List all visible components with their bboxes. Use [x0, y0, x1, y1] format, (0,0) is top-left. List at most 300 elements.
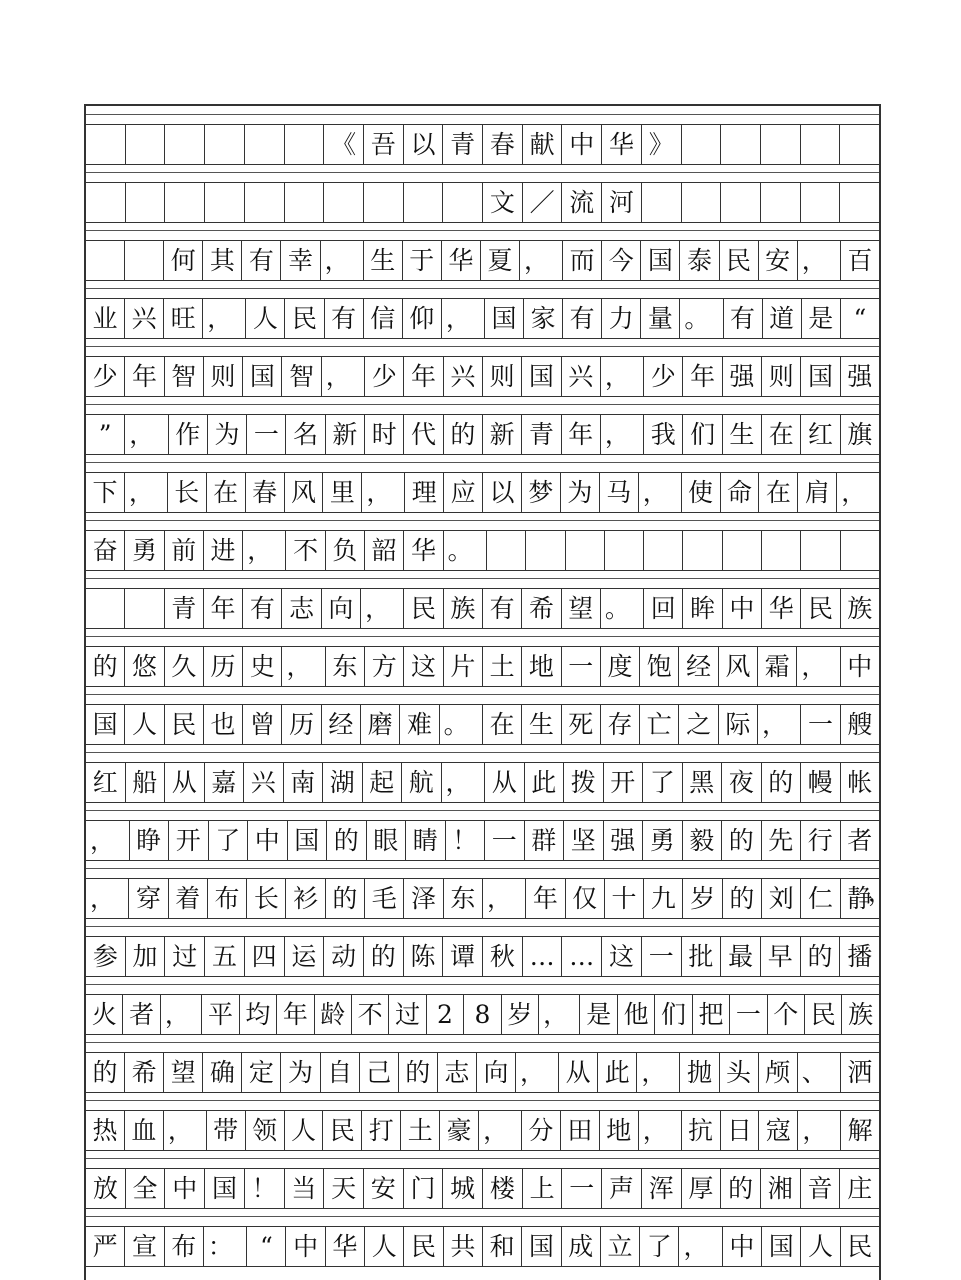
- grid-cell: [683, 530, 722, 570]
- grid-cell: 这: [602, 936, 642, 976]
- grid-cell: [324, 182, 364, 222]
- grid-cell: [245, 124, 285, 164]
- grid-cell: 血: [125, 1110, 164, 1150]
- grid-cell: 湖: [323, 762, 363, 802]
- grid-cell: 量: [641, 298, 680, 338]
- grid-cell: 年: [562, 414, 601, 454]
- grid-cell: 一: [247, 414, 286, 454]
- grid-cell: 布: [208, 878, 247, 918]
- grid-cell: 火: [86, 994, 123, 1034]
- grid-cell: ！: [245, 1168, 285, 1208]
- grid-cell: 为: [561, 472, 600, 512]
- spacer-line: [86, 404, 879, 405]
- row-spacer: [86, 222, 879, 241]
- grid-cell: 从: [485, 762, 525, 802]
- grid-cell: 韶: [365, 530, 404, 570]
- grid-cell: 代: [404, 414, 443, 454]
- grid-cell: 己: [360, 1052, 399, 1092]
- grid-cell: 、: [798, 1052, 841, 1092]
- row-spacer: [86, 164, 879, 183]
- grid-cell: 年: [683, 356, 722, 396]
- byline-row: [86, 164, 879, 222]
- grid-cell: ，: [322, 356, 365, 396]
- grid-cell: 泰: [680, 240, 719, 280]
- grid-cell: 志: [438, 1052, 477, 1092]
- grid-cell: 旗: [847, 419, 873, 449]
- grid-cell: 们: [683, 414, 722, 454]
- grid-cell: 东: [444, 878, 483, 918]
- row-spacer: [86, 802, 879, 821]
- grid-cell: 民: [805, 994, 842, 1034]
- grid-cell: 有: [325, 298, 364, 338]
- row-spacer: [86, 338, 879, 357]
- grid-cell: 在: [762, 414, 801, 454]
- grid-cell: 国: [641, 240, 680, 280]
- grid-cell: 布: [165, 1226, 204, 1266]
- grid-cell: 的: [801, 936, 841, 976]
- grid-cell: 坚: [564, 820, 604, 860]
- grid-cell: 睛: [406, 820, 446, 860]
- grid-cell: 湘: [761, 1168, 801, 1208]
- grid-cell: 眸: [683, 588, 722, 628]
- grid-cells: [86, 124, 879, 165]
- grid-cell: ，: [639, 472, 682, 512]
- grid-cell: 艘: [847, 709, 873, 739]
- grid-cell: 族: [848, 999, 874, 1029]
- grid-cell: 死: [562, 704, 601, 744]
- grid-cell: 洒: [847, 1057, 873, 1087]
- grid-cell: [86, 182, 126, 222]
- grid-cell: 中: [847, 651, 873, 681]
- grid-cell: ，: [86, 878, 129, 918]
- grid-cell: 道: [763, 298, 802, 338]
- overflow-punctuation: ，: [867, 878, 893, 907]
- grid-cell: 民: [847, 1231, 873, 1261]
- grid-cell: 夜: [722, 762, 762, 802]
- grid-cell: 地: [522, 646, 561, 686]
- grid-cell: 河: [602, 182, 642, 222]
- grid-cell: 片: [444, 646, 483, 686]
- grid-cell: 兴: [244, 762, 284, 802]
- grid-cell: 地: [600, 1110, 639, 1150]
- grid-cell: 过: [389, 994, 426, 1034]
- grid-cell: [644, 530, 683, 570]
- grid-cell: 民: [165, 704, 204, 744]
- row-spacer: [86, 396, 879, 415]
- grid-cell: 民: [404, 588, 443, 628]
- grid-cell: 人: [246, 298, 285, 338]
- grid-cell: 。: [440, 704, 483, 744]
- grid-cell: 民: [323, 1110, 362, 1150]
- grid-cell: 黑: [683, 762, 723, 802]
- grid-cell: 希: [522, 588, 561, 628]
- spacer-line: [86, 1216, 879, 1217]
- grid-cell: 而: [563, 240, 602, 280]
- grid-cell: 仰: [403, 298, 442, 338]
- grid-cell: 不: [352, 994, 389, 1034]
- grid-cell: 声: [602, 1168, 642, 1208]
- grid-cell: [840, 124, 879, 164]
- grid-cell: 起: [363, 762, 403, 802]
- grid-cell: 静 ，: [847, 878, 893, 913]
- grid-cell: 回: [644, 588, 683, 628]
- grid-cell: 兴: [444, 356, 483, 396]
- grid-cell: [721, 182, 761, 222]
- grid-cell: 国: [522, 356, 561, 396]
- grid-cell: 一: [562, 646, 601, 686]
- grid-cell: 批: [682, 936, 722, 976]
- grid-cell: [761, 124, 801, 164]
- text-row: [86, 686, 879, 744]
- grid-cell: 民: [404, 1226, 443, 1266]
- grid-cells: [86, 1052, 879, 1093]
- grid-cell: 青: [165, 588, 204, 628]
- grid-cell: 青: [443, 124, 483, 164]
- grid-cell: 当: [285, 1168, 325, 1208]
- spacer-line: [86, 288, 879, 289]
- grid-cell: 族: [847, 593, 873, 623]
- grid-cell: …: [523, 936, 563, 976]
- grid-cell: 兴: [562, 356, 601, 396]
- grid-cell: 上: [523, 1168, 563, 1208]
- grid-cell: 旺: [164, 298, 203, 338]
- grid-cell: 经: [322, 704, 361, 744]
- grid-cells: [86, 762, 879, 803]
- grid-cell: [364, 182, 404, 222]
- grid-cell: [165, 124, 205, 164]
- grid-cell: 门: [404, 1168, 444, 1208]
- composition-paper: [84, 104, 893, 1280]
- grid-cell: 少: [644, 356, 683, 396]
- grid-cell: ／: [523, 182, 563, 222]
- grid-cell: …: [562, 936, 602, 976]
- grid-cell: 确: [203, 1052, 242, 1092]
- grid-cell: 安: [759, 240, 798, 280]
- grid-cell: 年: [204, 588, 243, 628]
- grid-cells: [86, 936, 879, 977]
- grid-cell: 们: [655, 994, 692, 1034]
- grid-cell: 力: [602, 298, 641, 338]
- grid-cell: 带: [207, 1110, 246, 1150]
- grid-cell: 豪: [440, 1110, 479, 1150]
- grid-cell: 下: [86, 472, 125, 512]
- grid-cell: 新: [326, 414, 365, 454]
- grid-cell: 天: [324, 1168, 364, 1208]
- spacer-line: [86, 172, 879, 173]
- grid-cell: ，: [539, 994, 580, 1034]
- grid-cell: 国: [485, 298, 524, 338]
- grid-cell: 望: [562, 588, 601, 628]
- row-spacer: [86, 280, 879, 299]
- grid-cell: 有: [243, 588, 282, 628]
- grid-cell: ：: [204, 1226, 247, 1266]
- grid-cell: 智: [165, 356, 204, 396]
- grid-cell: 先: [762, 820, 802, 860]
- grid-cell: 志: [282, 588, 321, 628]
- grid-cell: 华: [326, 1226, 365, 1266]
- grid-cell: 九: [644, 878, 683, 918]
- grid-cell: [125, 240, 164, 280]
- grid-cell: ，: [798, 240, 841, 280]
- grid-cell: 参: [86, 936, 126, 976]
- spacer-line: [86, 520, 879, 521]
- grid-cell: 一: [642, 936, 682, 976]
- grid-cell: 的: [326, 878, 365, 918]
- grid-cell: 年: [125, 356, 164, 396]
- grid-cells: [86, 994, 879, 1035]
- spacer-line: [86, 810, 879, 811]
- grid-cell: 智: [282, 356, 321, 396]
- grid-cell: 热: [86, 1110, 125, 1150]
- grid-cell: [840, 182, 879, 222]
- grid-cell: 族: [444, 588, 483, 628]
- grid-cell: 中: [248, 820, 288, 860]
- grid-cell: ，: [321, 240, 364, 280]
- grid-cell: ”: [86, 414, 125, 454]
- spacer-line: [86, 984, 879, 985]
- grid-cell: 颅: [759, 1052, 798, 1092]
- grid-cell: 这: [404, 646, 443, 686]
- text-row: [86, 1034, 879, 1092]
- grid-cell: 从: [165, 762, 205, 802]
- grid-cells: [86, 878, 893, 919]
- grid-cell: 岁: [683, 878, 722, 918]
- grid-cell: ，: [679, 1226, 722, 1266]
- text-row: [86, 976, 879, 1034]
- grid-cell: 打: [362, 1110, 401, 1150]
- grid-cell: 的: [86, 646, 125, 686]
- grid-cell: [682, 124, 722, 164]
- grid-cell: 岁: [502, 994, 539, 1034]
- grid-cell: 东: [326, 646, 365, 686]
- grid-cell: 在: [483, 704, 522, 744]
- grid-cell: 四: [245, 936, 285, 976]
- grid-cell: 少: [365, 356, 404, 396]
- grid-cell: [125, 588, 164, 628]
- text-row: [86, 396, 879, 454]
- grid-cells: [86, 530, 879, 571]
- grid-cell: 的: [86, 1052, 125, 1092]
- grid-cell: 国: [762, 1226, 801, 1266]
- grid-cell: ，: [483, 878, 526, 918]
- grid-cell: 作: [169, 414, 208, 454]
- grid-cell: 历: [204, 646, 243, 686]
- grid-cell: 他: [618, 994, 655, 1034]
- spacer-line: [86, 636, 879, 637]
- grid-cell: [205, 124, 245, 164]
- grid-cell: 的: [721, 1168, 761, 1208]
- grid-cell: [841, 530, 879, 570]
- grid-cell: 以: [483, 472, 522, 512]
- grid-cells: [86, 588, 879, 629]
- grid-cell: 生: [723, 414, 762, 454]
- grid-cell: 群: [525, 820, 565, 860]
- grid-cell: 的: [399, 1052, 438, 1092]
- grid-cell: ，: [520, 240, 563, 280]
- text-row: [86, 570, 879, 628]
- grid-cell: 业: [86, 298, 125, 338]
- grid-cell: ，: [362, 472, 405, 512]
- grid-cell: 抗: [682, 1110, 721, 1150]
- grid-cell: 浑: [642, 1168, 682, 1208]
- grid-cell: 秋: [483, 936, 523, 976]
- grid-cell: 有: [563, 298, 602, 338]
- grid-cell: 家: [524, 298, 563, 338]
- grid-cell: 嘉: [205, 762, 245, 802]
- grid-cell: 前: [165, 530, 204, 570]
- grid-cell: 强: [847, 361, 873, 391]
- grid-cell: 望: [164, 1052, 203, 1092]
- grid-cell: 个: [768, 994, 805, 1034]
- grid-cell: 一: [562, 1168, 602, 1208]
- grid-cell: 中: [723, 1226, 762, 1266]
- grid-cell: 有: [724, 298, 763, 338]
- grid-cell: 青: [522, 414, 561, 454]
- grid-cell: 刘: [762, 878, 801, 918]
- grid-cell: 寇: [759, 1110, 798, 1150]
- grid-cell: 厚: [682, 1168, 722, 1208]
- grid-cell: 饱: [640, 646, 679, 686]
- row-spacer: [86, 918, 879, 937]
- text-row: [86, 280, 879, 338]
- grid-cells: [86, 820, 879, 861]
- grid-cell: 日: [721, 1110, 760, 1150]
- grid-cell: 幸: [281, 240, 320, 280]
- grid-cell: ，: [161, 994, 202, 1034]
- grid-cell: 泽: [404, 878, 443, 918]
- grid-cell: 风: [719, 646, 758, 686]
- grid-cell: 是: [580, 994, 617, 1034]
- text-row: [86, 338, 879, 396]
- grid-cell: 其: [203, 240, 242, 280]
- grid-cell: [285, 124, 325, 164]
- title-row: [86, 106, 879, 164]
- grid-cell: 为: [208, 414, 247, 454]
- grid-cell: ，: [601, 356, 644, 396]
- grid-cell: 国: [205, 1168, 245, 1208]
- grid-cell: 进: [204, 530, 243, 570]
- grid-cell: 国: [522, 1226, 561, 1266]
- grid-cell: [86, 124, 126, 164]
- row-spacer: [86, 454, 879, 473]
- grid-cell: 之: [679, 704, 718, 744]
- grid-cell: 着: [169, 878, 208, 918]
- grid-cell: 此: [525, 762, 565, 802]
- spacer-line: [86, 346, 879, 347]
- grid-cell: 和: [483, 1226, 522, 1266]
- grid-cell: 均: [240, 994, 277, 1034]
- spacer-line: [86, 926, 879, 927]
- grid-cell: [642, 182, 682, 222]
- grid-cell: [285, 182, 325, 222]
- grid-cell: 拨: [564, 762, 604, 802]
- grid-cell: [801, 182, 841, 222]
- row-spacer: [86, 106, 879, 125]
- row-spacer: [86, 860, 879, 879]
- grid-cell: 强: [604, 820, 644, 860]
- grid-cell: 早: [761, 936, 801, 976]
- grid-cell: 为: [281, 1052, 320, 1092]
- grid-cell: 头: [720, 1052, 759, 1092]
- grid-cell: 行: [801, 820, 841, 860]
- grid-cell: 春: [246, 472, 285, 512]
- grid-cell: ，: [798, 1110, 841, 1150]
- grid-cell: 过: [165, 936, 205, 976]
- grid-cell: 年: [277, 994, 314, 1034]
- grid-cells: [86, 356, 879, 397]
- grid-cell: 分: [522, 1110, 561, 1150]
- grid-cells: [86, 414, 879, 455]
- grid-cell: ，: [125, 414, 168, 454]
- grid-cell: 难: [400, 704, 439, 744]
- grid-cell: 土: [483, 646, 522, 686]
- grid-cells: [86, 1168, 879, 1209]
- grid-cell: 春: [483, 124, 523, 164]
- grid-cell: [723, 530, 762, 570]
- grid-cell: 自: [321, 1052, 360, 1092]
- grid-cell: 帐: [847, 767, 873, 797]
- grid-cell: 领: [246, 1110, 285, 1150]
- grid-cell: [404, 182, 444, 222]
- grid-cells: [86, 704, 879, 745]
- spacer-line: [86, 752, 879, 753]
- grid-cell: 悠: [125, 646, 164, 686]
- grid-cell: 音: [801, 1168, 841, 1208]
- grid-cell: 。: [444, 530, 487, 570]
- grid-cell: 曾: [243, 704, 282, 744]
- grid-cell: 信: [364, 298, 403, 338]
- grid-cell: 的: [364, 936, 404, 976]
- spacer-line: [86, 114, 879, 115]
- grid-cell: 里: [323, 472, 362, 512]
- grid-cell: 的: [722, 820, 762, 860]
- grid-cells: [86, 298, 879, 339]
- grid-cell: [605, 530, 644, 570]
- grid-cell: [682, 182, 722, 222]
- row-spacer: [86, 628, 879, 647]
- row-spacer: [86, 1150, 879, 1169]
- grid-cell: 毅: [683, 820, 723, 860]
- grid-cell: 楼: [483, 1168, 523, 1208]
- grid-cell: 一: [730, 994, 767, 1034]
- grid-cell: 的: [444, 414, 483, 454]
- grid-cell: 勇: [125, 530, 164, 570]
- grid-cell: 人: [285, 1110, 324, 1150]
- grid-cell: 宣: [125, 1226, 164, 1266]
- grid-cell: 仁: [801, 878, 840, 918]
- row-spacer: [86, 1034, 879, 1053]
- grid-cell: 最: [721, 936, 761, 976]
- grid-cell: [165, 182, 205, 222]
- grid-cell: [245, 182, 285, 222]
- grid-cell: 新: [483, 414, 522, 454]
- grid-cell: 百: [847, 245, 873, 275]
- text-row: [86, 1150, 879, 1208]
- grid-cell: 十: [605, 878, 644, 918]
- spacer-line: [86, 1158, 879, 1159]
- grid-cell: [443, 182, 483, 222]
- spacer-line: [86, 694, 879, 695]
- grid-cell: [126, 124, 166, 164]
- grid-cell: ，: [125, 472, 168, 512]
- grid-cell: 定: [242, 1052, 281, 1092]
- grid-cell: 强: [723, 356, 762, 396]
- grid-cell: 年: [526, 878, 565, 918]
- grid-cell: 《: [324, 124, 364, 164]
- grid-cell: 民: [720, 240, 759, 280]
- grid-cell: 命: [721, 472, 760, 512]
- grid-cell: [86, 588, 125, 628]
